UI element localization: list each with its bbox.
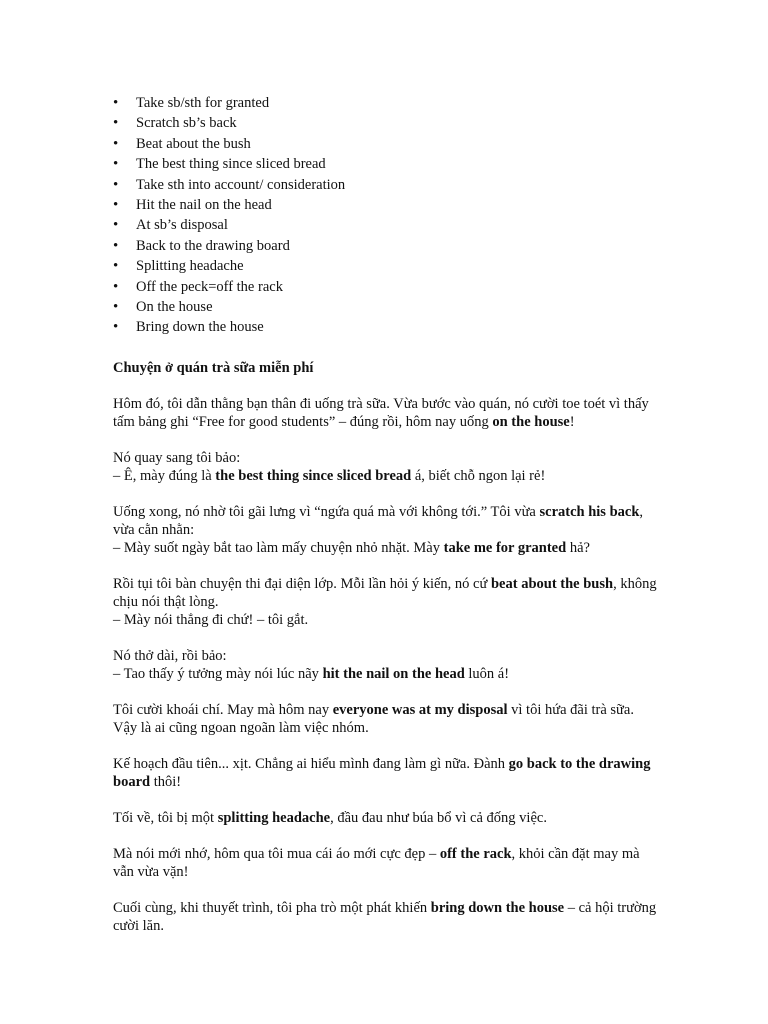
text-run: Hôm đó, tôi dẫn thằng bạn thân đi uống trà sữa. Vừa bước vào quán, nó cười toe toét vì thấy — [113, 395, 649, 412]
idiom-highlight: on the house — [492, 413, 570, 430]
text-run: , — [639, 503, 644, 520]
list-item-text: Scratch sb’s back — [136, 115, 237, 132]
text-run: vừa cằn nhằn: — [113, 521, 195, 538]
paragraph-line — [113, 449, 681, 467]
bullet-icon: • — [113, 319, 119, 336]
list-item-text: Beat about the bush — [136, 135, 251, 152]
bullet-icon: • — [113, 176, 119, 193]
paragraph-line — [113, 503, 681, 521]
list-item — [113, 134, 681, 154]
list-item-text: Back to the drawing board — [136, 237, 290, 254]
text-run: cười lăn. — [113, 917, 164, 934]
story-title: Chuyện ở quán trà sữa miễn phí — [113, 359, 314, 376]
list-item-text: Bring down the house — [136, 319, 264, 336]
list-item-text: The best thing since sliced bread — [136, 156, 326, 173]
idiom-highlight: scratch his back — [539, 503, 640, 520]
text-run: vẫn vừa vặn! — [113, 863, 189, 880]
text-run: – Tao thấy ý tưởng mày nói lúc nãy — [113, 665, 323, 682]
text-run: á, biết chỗ ngon lại rẻ! — [411, 467, 546, 484]
bullet-icon: • — [113, 237, 119, 254]
text-run: , đầu đau như búa bổ vì cả đống việc. — [330, 809, 547, 826]
story-paragraph — [113, 701, 681, 737]
story-paragraph — [113, 845, 681, 881]
idiom-highlight: hit the nail on the head — [322, 665, 465, 682]
paragraph-line — [113, 521, 681, 539]
idiom-highlight: the best thing since sliced bread — [215, 467, 412, 484]
paragraph-line — [113, 701, 681, 719]
list-item — [113, 113, 681, 133]
text-run: Nó thở dài, rồi bảo: — [113, 647, 227, 664]
paragraph-line — [113, 863, 681, 881]
story-paragraph — [113, 755, 681, 791]
list-item-text: On the house — [136, 298, 213, 315]
text-run: hả? — [566, 539, 590, 556]
bullet-icon: • — [113, 156, 119, 173]
paragraph-line — [113, 719, 681, 737]
text-run: tấm bảng ghi “Free for good students” – đúng rồi, hôm nay uống — [113, 413, 493, 430]
paragraph-line — [113, 809, 681, 827]
bullet-icon: • — [113, 258, 119, 275]
paragraph-line — [113, 395, 681, 413]
idiom-list — [113, 93, 681, 338]
paragraph-line — [113, 917, 681, 935]
list-item-text: Hit the nail on the head — [136, 196, 272, 213]
idiom-highlight: splitting headache — [217, 809, 331, 826]
text-run: ! — [569, 413, 575, 430]
idiom-highlight: bring down the house — [430, 899, 565, 916]
paragraph-line — [113, 845, 681, 863]
document-content — [113, 93, 681, 935]
text-run: Uống xong, nó nhờ tôi gãi lưng vì “ngứa quá mà với không tới.” Tôi vừa — [113, 503, 540, 520]
story-paragraph — [113, 449, 681, 485]
list-item-text: Splitting headache — [136, 258, 244, 275]
text-run: Kế hoạch đầu tiên... xịt. Chẳng ai hiểu mình đang làm gì nữa. Đành — [113, 755, 509, 772]
story-paragraph — [113, 503, 681, 557]
list-item-text: Off the peck=off the rack — [136, 278, 283, 295]
text-run: Rồi tụi tôi bàn chuyện thi đại diện lớp. Mỗi lần hỏi ý kiến, nó cứ — [113, 575, 491, 592]
bullet-icon: • — [113, 135, 119, 152]
list-item — [113, 154, 681, 174]
list-item — [113, 175, 681, 195]
idiom-highlight: off the rack — [439, 845, 512, 862]
text-run: chịu nói thật lòng. — [113, 593, 219, 610]
text-run: Tối về, tôi bị một — [113, 809, 218, 826]
text-run: thôi! — [150, 773, 182, 790]
text-run: luôn á! — [464, 665, 510, 682]
list-item-text: At sb’s disposal — [136, 217, 228, 234]
paragraph-line — [113, 755, 681, 773]
text-run: , không — [613, 575, 657, 592]
bullet-icon: • — [113, 95, 119, 111]
text-run: vì tôi hứa đãi trà sữa. — [507, 701, 634, 718]
bullet-icon: • — [113, 115, 119, 132]
text-run: Vậy là ai cũng ngoan ngoãn làm việc nhóm. — [113, 719, 369, 736]
paragraph-line — [113, 647, 681, 665]
list-item — [113, 297, 681, 317]
text-run: , khỏi cần đặt may mà — [511, 845, 640, 862]
idiom-highlight: take me for granted — [443, 539, 567, 556]
paragraph-line — [113, 773, 681, 791]
paragraph-line — [113, 611, 681, 629]
paragraph-line — [113, 539, 681, 557]
bullet-icon: • — [113, 278, 119, 295]
idiom-highlight: go back to the drawing — [508, 755, 651, 772]
text-run: Cuối cùng, khi thuyết trình, tôi pha trò một phát khiến — [113, 899, 431, 916]
text-run: – Ê, mày đúng là — [113, 467, 216, 484]
text-run: Mà nói mới nhớ, hôm qua tôi mua cái áo mới cực đẹp – — [113, 845, 440, 862]
idiom-highlight: beat about the bush — [490, 575, 614, 592]
list-item — [113, 317, 681, 337]
story-paragraph — [113, 809, 681, 827]
paragraph-line — [113, 413, 681, 431]
list-item-text: Take sb/sth for granted — [136, 95, 270, 111]
story-body — [113, 395, 681, 935]
text-run: Tôi cười khoái chí. May mà hôm nay — [113, 701, 333, 718]
bullet-icon: • — [113, 217, 119, 234]
text-run: Nó quay sang tôi bảo: — [113, 449, 241, 466]
story-paragraph — [113, 395, 681, 431]
story-paragraph — [113, 575, 681, 629]
paragraph-line — [113, 899, 681, 917]
text-run: – Mày suốt ngày bắt tao làm mấy chuyện nhỏ nhặt. Mày — [113, 539, 444, 556]
paragraph-line — [113, 665, 681, 683]
bullet-icon: • — [113, 196, 119, 213]
idiom-highlight: everyone was at my disposal — [332, 701, 508, 718]
text-run: – Mày nói thẳng đi chứ! – tôi gắt. — [113, 611, 309, 628]
story-paragraph — [113, 647, 681, 683]
idiom-highlight: board — [113, 773, 151, 790]
paragraph-line — [113, 593, 681, 611]
list-item — [113, 215, 681, 235]
list-item — [113, 93, 681, 113]
list-item — [113, 195, 681, 215]
bullet-icon: • — [113, 298, 119, 315]
story-paragraph — [113, 899, 681, 935]
text-run: – cả hội trường — [564, 899, 657, 916]
list-item — [113, 277, 681, 297]
list-item-text: Take sth into account/ consideration — [136, 176, 346, 193]
paragraph-line — [113, 467, 681, 485]
list-item — [113, 236, 681, 256]
paragraph-line — [113, 575, 681, 593]
list-item — [113, 256, 681, 276]
